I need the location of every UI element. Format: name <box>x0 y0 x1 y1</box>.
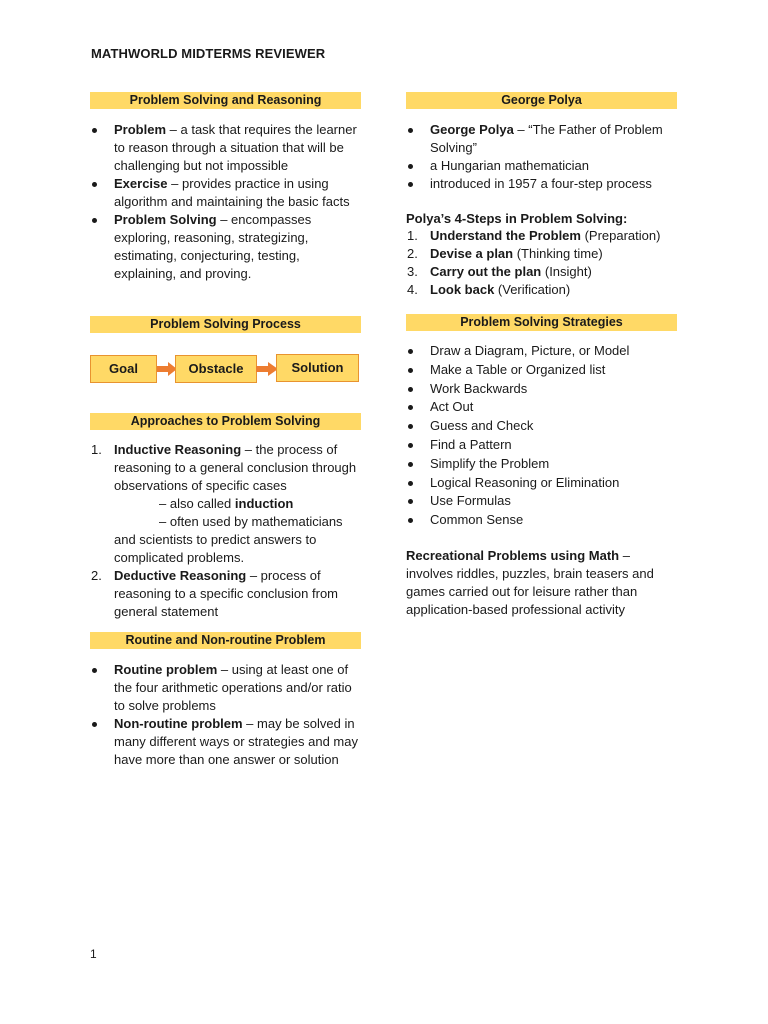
definition: encompasses exploring, reasoning, strategizing, estimating, conjecturing, testing, explaining, and proving. <box>114 212 312 281</box>
separator: – <box>166 122 181 137</box>
section-header-approaches: Approaches to Problem Solving <box>90 413 361 430</box>
often-used-line <box>114 513 365 567</box>
separator: – <box>242 716 258 731</box>
list-item <box>90 661 365 715</box>
separator: – <box>241 442 256 457</box>
list-item <box>406 157 681 175</box>
term: Look back <box>430 282 495 297</box>
term: Problem Solving <box>114 212 217 227</box>
term: Non-routine problem <box>114 716 243 731</box>
problem-solving-reasoning-list <box>90 121 365 283</box>
list-item: Find a Pattern <box>406 436 681 455</box>
definition: a Hungarian mathematician <box>430 158 589 173</box>
arrow-right-icon <box>157 362 177 376</box>
step-note: (Preparation) <box>580 228 661 243</box>
term: Problem <box>114 122 167 137</box>
list-item: Make a Table or Organized list <box>406 361 681 380</box>
separator: – <box>217 662 232 677</box>
term: Carry out the plan <box>430 264 542 279</box>
list-item: Use Formulas <box>406 492 681 511</box>
arrow-right-icon <box>256 362 278 376</box>
list-item <box>406 281 681 299</box>
routine-list <box>90 661 365 769</box>
definition: provides practice in using algorithm and maintaining the basic facts <box>114 176 350 209</box>
list-item <box>90 211 365 283</box>
also-called-prefix: – also called <box>159 496 235 511</box>
separator: – <box>513 122 529 137</box>
list-item <box>406 227 681 245</box>
item-number: 1. <box>91 442 102 457</box>
list-item <box>406 175 681 193</box>
polya-list <box>406 121 681 193</box>
definition: the process of reasoning to a general conclusion through observations of specific cases <box>114 442 357 493</box>
list-item <box>90 121 365 175</box>
term: George Polya <box>430 122 514 137</box>
also-called-line <box>114 495 365 513</box>
recreational-problems-paragraph <box>406 547 686 619</box>
list-item <box>90 715 365 769</box>
definition: using at least one of the four arithmetic operations and/or ratio to solve problems <box>114 662 352 713</box>
page-number: 1 <box>90 947 97 961</box>
list-item-deductive <box>90 567 365 621</box>
term: Exercise <box>114 176 168 191</box>
document-title: MATHWORLD MIDTERMS REVIEWER <box>91 46 326 61</box>
term: Routine problem <box>114 662 218 677</box>
step-note: (Insight) <box>541 264 592 279</box>
definition: involves riddles, puzzles, brain teasers and games carried out for leisure rather than application-based professional activity <box>406 566 654 617</box>
list-item-inductive <box>90 441 365 567</box>
list-item <box>90 175 365 211</box>
separator: – <box>216 212 232 227</box>
polya-steps-title: Polya’s 4-Steps in Problem Solving: <box>406 211 628 226</box>
section-header-routine: Routine and Non-routine Problem <box>90 632 361 649</box>
section-header-problem-solving-reasoning: Problem Solving and Reasoning <box>90 92 361 109</box>
item-number: 3. <box>407 264 418 279</box>
item-number: 4. <box>407 282 418 297</box>
flow-step-goal: Goal <box>90 355 157 383</box>
list-item <box>406 245 681 263</box>
definition: a task that requires the learner to reason through a situation that will be challenging but not impossible <box>114 122 357 173</box>
approaches-list <box>90 441 365 621</box>
term: Deductive Reasoning <box>114 568 247 583</box>
often-used-text: – often used by mathematicians and scientists to predict answers to complicated problems. <box>114 514 343 565</box>
polya-steps-list <box>406 227 681 299</box>
term: Inductive Reasoning <box>114 442 242 457</box>
separator: – <box>167 176 182 191</box>
definition: “The Father of Problem Solving” <box>430 122 663 155</box>
item-number: 2. <box>91 568 102 583</box>
definition: may be solved in many different ways or strategies and may have more than one answer or solution <box>114 716 358 767</box>
flow-step-solution: Solution <box>276 354 359 382</box>
list-item: Common Sense <box>406 511 681 530</box>
term: Devise a plan <box>430 246 514 261</box>
item-number: 1. <box>407 228 418 243</box>
list-item: Draw a Diagram, Picture, or Model <box>406 342 681 361</box>
list-item: Logical Reasoning or Elimination <box>406 474 681 493</box>
section-header-strategies: Problem Solving Strategies <box>406 314 677 331</box>
definition: introduced in 1957 a four-step process <box>430 176 652 191</box>
list-item <box>406 121 681 157</box>
term: Recreational Problems using Math <box>406 548 620 563</box>
section-header-george-polya: George Polya <box>406 92 677 109</box>
term: Understand the Problem <box>430 228 581 243</box>
strategies-list <box>406 342 681 530</box>
term-induction: induction <box>234 496 294 511</box>
section-header-problem-solving-process: Problem Solving Process <box>90 316 361 333</box>
list-item: Guess and Check <box>406 417 681 436</box>
separator: – <box>246 568 261 583</box>
list-item: Simplify the Problem <box>406 455 681 474</box>
item-number: 2. <box>407 246 418 261</box>
list-item <box>406 263 681 281</box>
definition: process of reasoning to a specific conclusion from general statement <box>114 568 339 619</box>
list-item: Act Out <box>406 398 681 417</box>
step-note: (Verification) <box>494 282 571 297</box>
list-item: Work Backwards <box>406 380 681 399</box>
step-note: (Thinking time) <box>513 246 603 261</box>
separator: – <box>619 548 630 563</box>
flow-step-obstacle: Obstacle <box>175 355 257 383</box>
